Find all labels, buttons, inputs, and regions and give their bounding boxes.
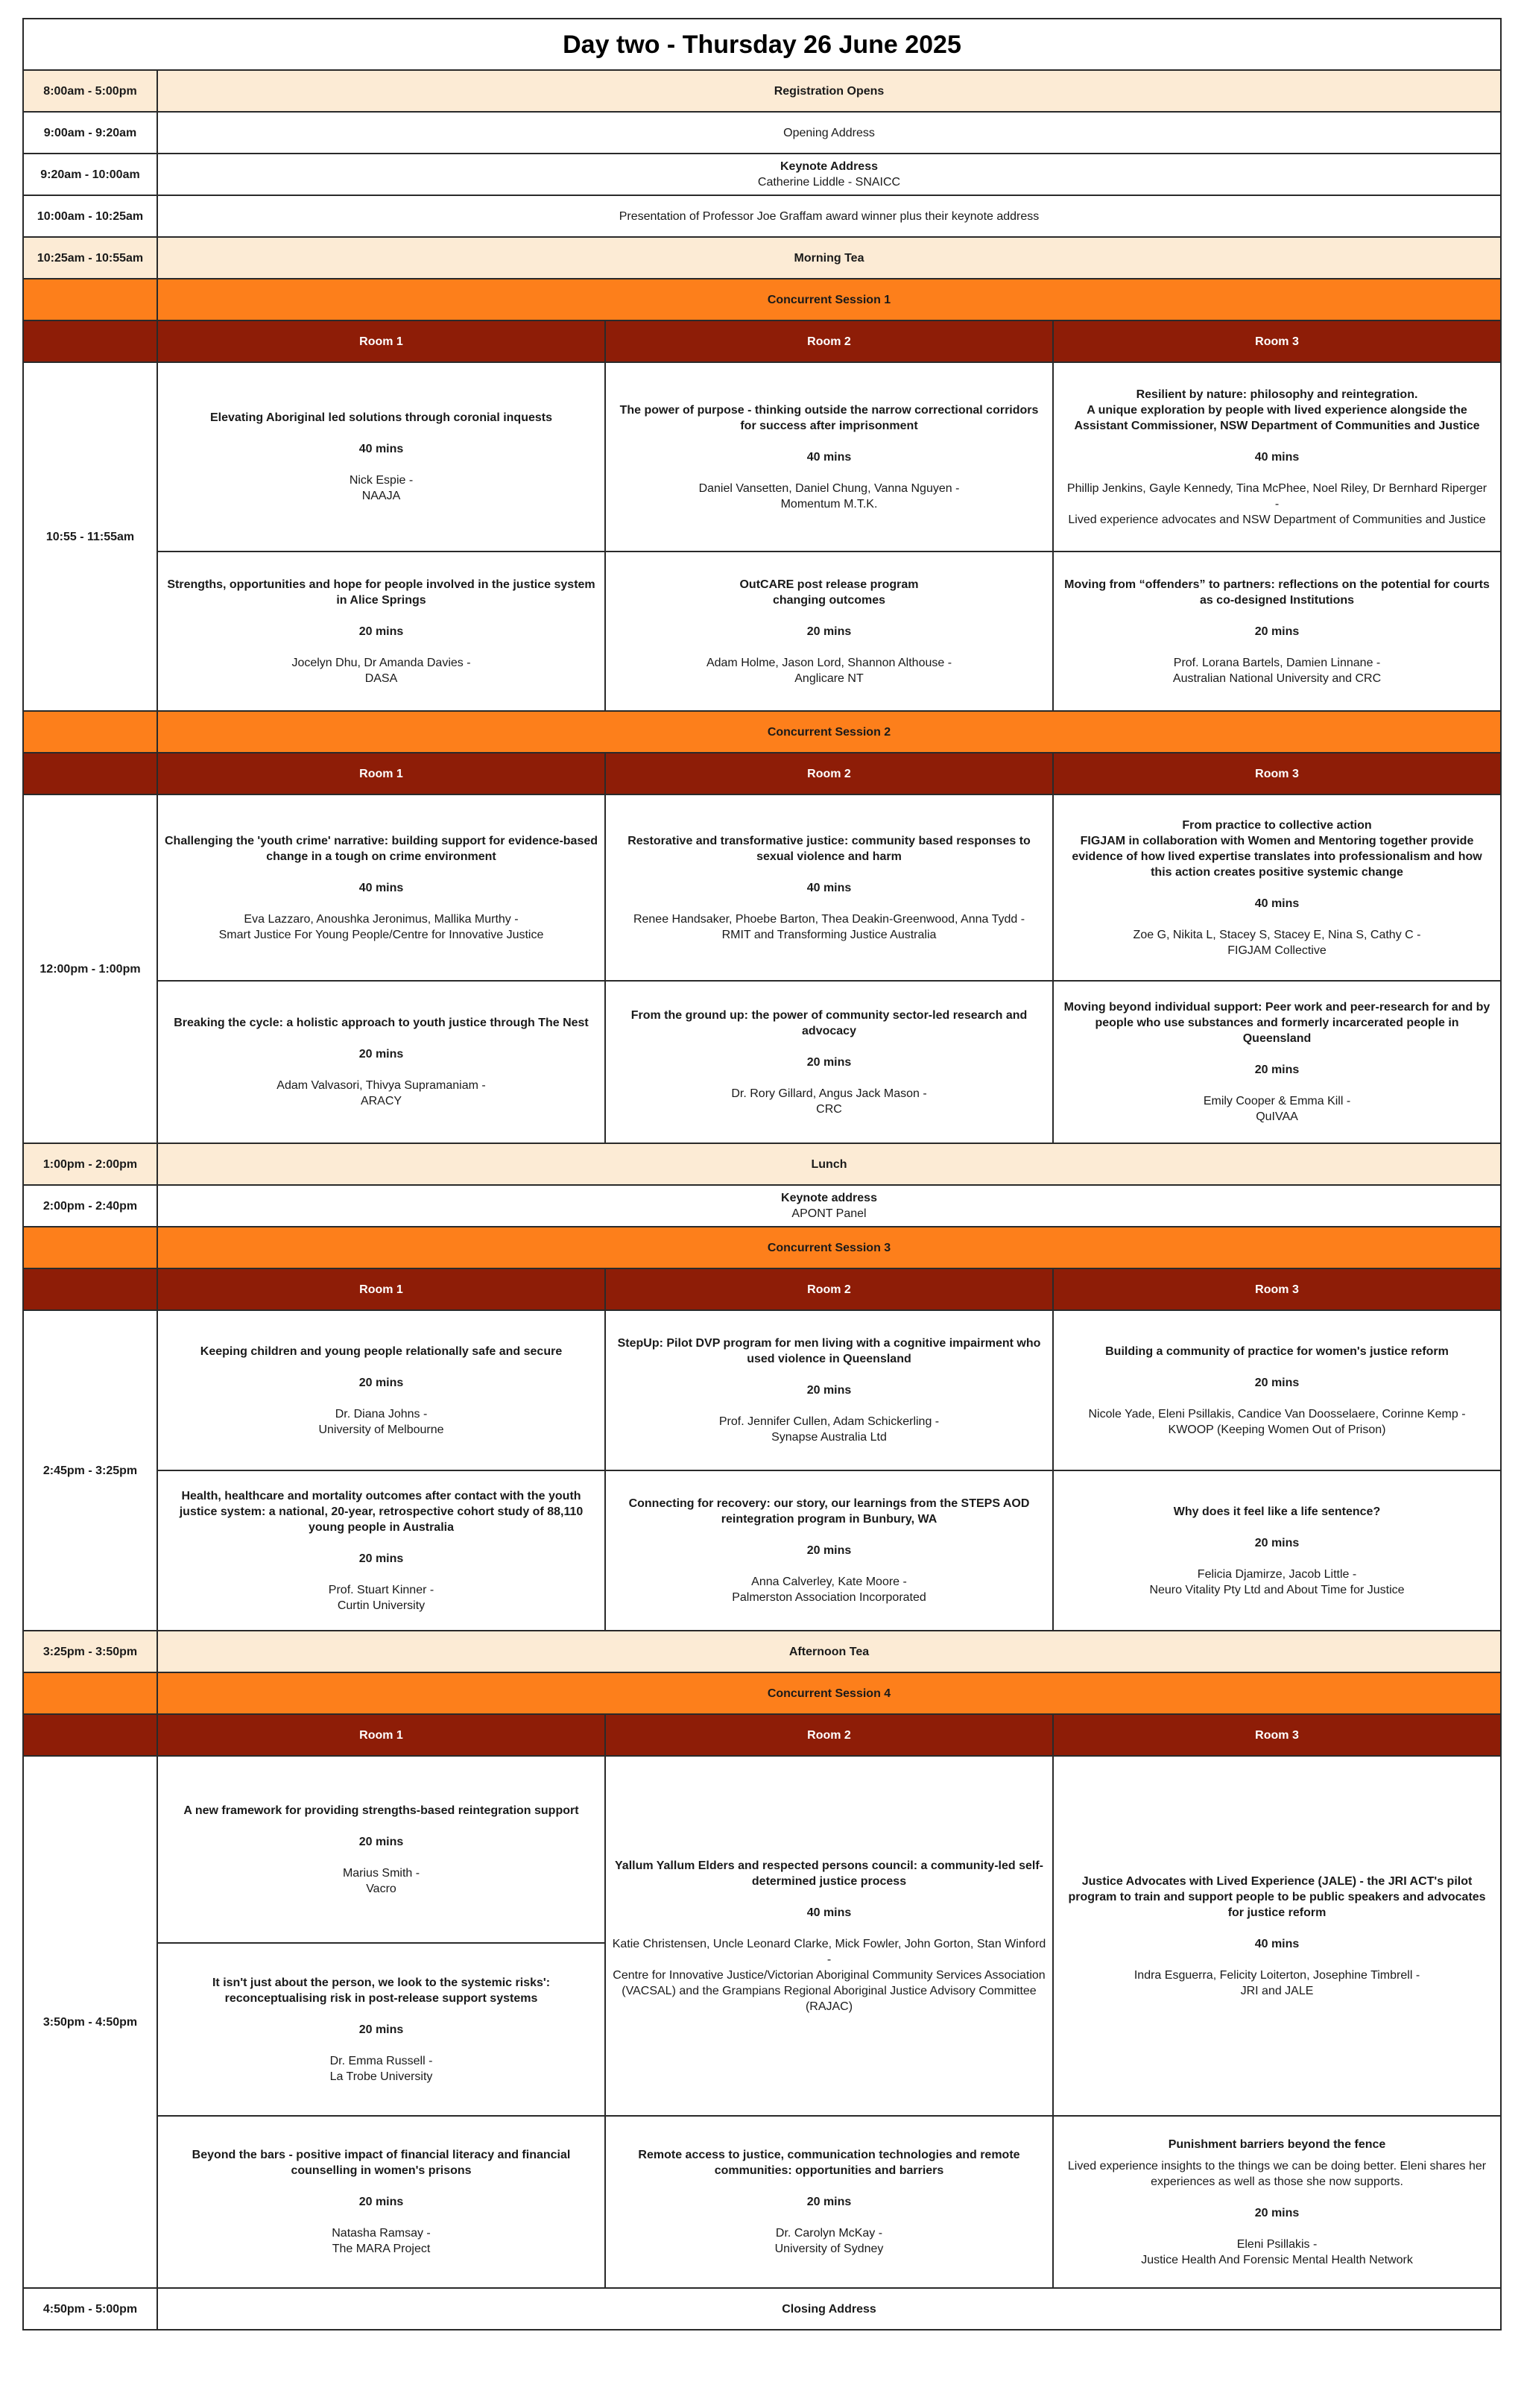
talk-cell — [1053, 552, 1501, 711]
talk-duration: 20 mins — [806, 1544, 852, 1557]
talk-title: From the ground up: the power of community sector-led research and advocacy — [630, 1008, 1028, 1037]
talk-organisation: Australian National University and CRC — [1172, 671, 1382, 685]
talk-presenters: Eleni Psillakis - — [1236, 2237, 1318, 2251]
talk-cell — [157, 794, 605, 981]
talk-organisation: Palmerston Association Incorporated — [732, 1591, 926, 1604]
talk-organisation: KWOOP (Keeping Women Out of Prison) — [1168, 1423, 1386, 1436]
session-3-label: Concurrent Session 3 — [157, 1227, 1501, 1268]
talk-cell — [157, 1756, 605, 1943]
session-row — [23, 794, 1501, 981]
session-time: 12:00pm - 1:00pm — [23, 794, 157, 1143]
talk-duration: 20 mins — [1254, 1376, 1300, 1389]
talk-duration: 20 mins — [806, 2196, 852, 2208]
title-row — [23, 19, 1501, 70]
session-header-spacer — [23, 1672, 157, 1714]
talk-organisation: ARACY — [360, 1095, 402, 1107]
room-header-spacer — [23, 320, 157, 362]
talk-organisation: Vacro — [366, 1882, 396, 1895]
afternoon-tea-label: Afternoon Tea — [157, 1631, 1501, 1672]
opening-row — [23, 112, 1501, 154]
time-cell: 10:00am - 10:25am — [23, 195, 157, 237]
talk-title: Strengths, opportunities and hope for people involved in the justice system in Alice Springs — [167, 578, 595, 607]
talk-title: The power of purpose - thinking outside the narrow correctional corridors for success after imprisonment — [619, 403, 1039, 432]
keynote-label: Keynote address — [781, 1192, 877, 1204]
room-1-label: Room 1 — [157, 1268, 605, 1310]
talk-presenters: Nicole Yade, Eleni Psillakis, Candice Van Doosselaere, Corinne Kemp - — [1088, 1407, 1466, 1421]
talk-organisation: Momentum M.T.K. — [780, 497, 878, 511]
session-row — [23, 362, 1501, 552]
time-cell: 1:00pm - 2:00pm — [23, 1143, 157, 1185]
room-header-spacer — [23, 1714, 157, 1756]
talk-cell — [605, 2116, 1053, 2288]
talk-title: Resilient by nature: philosophy and reintegration. — [1136, 388, 1418, 401]
talk-organisation: Justice Health And Forensic Mental Health Network — [1141, 2253, 1413, 2266]
talk-organisation: University of Melbourne — [318, 1423, 444, 1436]
talk-cell — [1053, 1310, 1501, 1470]
talk-title: Keeping children and young people relationally safe and secure — [200, 1344, 563, 1358]
talk-cell — [605, 362, 1053, 552]
talk-organisation: DASA — [364, 671, 398, 685]
room-2-label: Room 2 — [605, 1268, 1053, 1310]
keynote-label: Keynote Address — [780, 160, 878, 173]
room-header-spacer — [23, 1268, 157, 1310]
morning-tea-label: Morning Tea — [157, 237, 1501, 279]
session-row — [23, 552, 1501, 711]
talk-organisation: The MARA Project — [332, 2243, 431, 2255]
talk-duration: 20 mins — [358, 1376, 404, 1389]
talk-presenters: Jocelyn Dhu, Dr Amanda Davies - — [291, 656, 471, 669]
talk-duration: 40 mins — [1254, 1937, 1300, 1950]
closing-label: Closing Address — [157, 2288, 1501, 2330]
room-header-row — [23, 753, 1501, 794]
room-3-label: Room 3 — [1053, 753, 1501, 794]
session-row — [23, 981, 1501, 1143]
talk-title: Breaking the cycle: a holistic approach to youth justice through The Nest — [174, 1017, 589, 1029]
room-2-label: Room 2 — [605, 753, 1053, 794]
talk-organisation: QuIVAA — [1256, 1110, 1298, 1123]
talk-duration: 20 mins — [358, 2023, 404, 2036]
talk-cell — [605, 794, 1053, 981]
talk-duration: 20 mins — [1254, 1536, 1300, 1549]
talk-cell — [1053, 1756, 1501, 2116]
room-header-row — [23, 320, 1501, 362]
talk-title: Connecting for recovery: our story, our learnings from the STEPS AOD reintegration program in Bunbury, WA — [628, 1497, 1030, 1526]
session-header-row — [23, 711, 1501, 753]
room-2-label: Room 2 — [605, 320, 1053, 362]
registration-label: Registration Opens — [157, 70, 1501, 112]
keynote-row — [23, 154, 1501, 195]
talk-cell — [157, 362, 605, 552]
talk-presenters: Felicia Djamirze, Jacob Little - — [1197, 1567, 1357, 1581]
time-cell: 3:25pm - 3:50pm — [23, 1631, 157, 1672]
talk-presenters: Katie Christensen, Uncle Leonard Clarke, Mick Fowler, John Gorton, Stan Winford - — [612, 1937, 1046, 1966]
talk-duration: 40 mins — [358, 443, 404, 455]
session-1-label: Concurrent Session 1 — [157, 279, 1501, 320]
talk-duration: 20 mins — [358, 625, 404, 638]
talk-duration: 40 mins — [358, 881, 404, 894]
talk-duration: 40 mins — [806, 881, 852, 894]
talk-organisation: CRC — [816, 1102, 842, 1116]
talk-presenters: Adam Valvasori, Thivya Supramaniam - — [276, 1079, 486, 1092]
talk-title-continued: changing outcomes — [772, 593, 886, 607]
talk-presenters: Adam Holme, Jason Lord, Shannon Althouse - — [706, 656, 952, 669]
talk-organisation: RMIT and Transforming Justice Australia — [721, 928, 937, 941]
talk-duration: 20 mins — [358, 1048, 404, 1061]
session-row — [23, 1310, 1501, 1470]
talk-cell — [605, 1470, 1053, 1631]
session-header-row — [23, 279, 1501, 320]
talk-presenters: Dr. Diana Johns - — [335, 1407, 428, 1421]
talk-presenters: Dr. Carolyn McKay - — [775, 2227, 883, 2240]
time-cell: 9:00am - 9:20am — [23, 112, 157, 154]
talk-cell — [157, 1310, 605, 1470]
talk-title: Moving beyond individual support: Peer work and peer-research for and by people who use substances and formerly incarcerated people in Queensland — [1063, 1001, 1490, 1045]
talk-duration: 40 mins — [1254, 450, 1300, 464]
talk-title: Yallum Yallum Elders and respected persons council: a community-led self-determined justice process — [615, 1859, 1043, 1888]
talk-organisation: FIGJAM Collective — [1227, 944, 1327, 957]
talk-separator: - — [1274, 497, 1280, 511]
talk-organisation: University of Sydney — [774, 2243, 884, 2255]
talk-duration: 20 mins — [1254, 1064, 1300, 1076]
talk-presenters: Daniel Vansetten, Daniel Chung, Vanna Nguyen - — [698, 481, 960, 495]
talk-organisation: Synapse Australia Ltd — [771, 1431, 887, 1444]
talk-cell — [157, 981, 605, 1143]
award-row — [23, 195, 1501, 237]
talk-cell — [605, 552, 1053, 711]
room-1-label: Room 1 — [157, 1714, 605, 1756]
talk-cell — [157, 2116, 605, 2288]
talk-organisation: Anglicare NT — [794, 671, 864, 685]
talk-description: Lived experience insights to the things we can be doing better. Eleni shares her experiences as well as those she now supports. — [1067, 2159, 1487, 2188]
keynote-cell — [157, 154, 1501, 195]
talk-cell — [1053, 2116, 1501, 2288]
talk-organisation: Neuro Vitality Pty Ltd and About Time for Justice — [1149, 1583, 1405, 1596]
keynote-speaker: APONT Panel — [791, 1207, 867, 1220]
talk-presenters: Indra Esguerra, Felicity Loiterton, Josephine Timbrell - — [1133, 1968, 1420, 1982]
talk-presenters: Marius Smith - — [342, 1866, 420, 1880]
talk-title-continued: A unique exploration by people with lived experience alongside the Assistant Commissioner, NSW Department of Communities and Justice — [1074, 403, 1480, 432]
session-time: 10:55 - 11:55am — [23, 362, 157, 711]
talk-cell — [157, 1943, 605, 2116]
registration-row — [23, 70, 1501, 112]
session-header-spacer — [23, 1227, 157, 1268]
session-time: 2:45pm - 3:25pm — [23, 1310, 157, 1631]
talk-title: Beyond the bars - positive impact of financial literacy and financial counselling in women's prisons — [192, 2149, 571, 2177]
talk-title: StepUp: Pilot DVP program for men living with a cognitive impairment who used violence in Queensland — [617, 1337, 1041, 1365]
talk-organisation: Centre for Innovative Justice/Victorian Aboriginal Community Services Association (VACSAL) and the Grampians Regional Aboriginal Justice Advisory Committee (RAJAC) — [613, 1968, 1046, 2013]
talk-title: Remote access to justice, communication technologies and remote communities: opportunities and barriers — [638, 2149, 1020, 2177]
keynote-cell — [157, 1185, 1501, 1227]
talk-title: Restorative and transformative justice: community based responses to sexual violence and harm — [627, 834, 1031, 863]
talk-title: A new framework for providing strengths-based reintegration support — [183, 1804, 579, 1817]
talk-duration: 20 mins — [806, 1055, 852, 1069]
room-3-label: Room 3 — [1053, 320, 1501, 362]
talk-title: Justice Advocates with Lived Experience (JALE) - the JRI ACT's pilot program to train and support people to be public speakers and advocates for justice reform — [1068, 1874, 1486, 1919]
talk-duration: 20 mins — [806, 1384, 852, 1397]
lunch-row — [23, 1143, 1501, 1185]
time-cell: 8:00am - 5:00pm — [23, 70, 157, 112]
room-3-label: Room 3 — [1053, 1714, 1501, 1756]
talk-duration: 20 mins — [358, 2196, 404, 2208]
time-cell: 2:00pm - 2:40pm — [23, 1185, 157, 1227]
session-time: 3:50pm - 4:50pm — [23, 1756, 157, 2288]
talk-presenters: Eva Lazzaro, Anoushka Jeronimus, Mallika Murthy - — [244, 912, 519, 926]
room-header-row — [23, 1714, 1501, 1756]
talk-duration: 40 mins — [806, 450, 852, 464]
session-header-row — [23, 1227, 1501, 1268]
talk-title: Punishment barriers beyond the fence — [1168, 2137, 1386, 2151]
talk-title: Why does it feel like a life sentence? — [1173, 1505, 1381, 1518]
talk-presenters: Prof. Stuart Kinner - — [328, 1583, 434, 1596]
talk-duration: 20 mins — [358, 1552, 404, 1565]
talk-cell — [1053, 362, 1501, 552]
talk-cell — [605, 1310, 1053, 1470]
talk-cell — [1053, 794, 1501, 981]
talk-cell — [605, 981, 1053, 1143]
room-1-label: Room 1 — [157, 753, 605, 794]
talk-presenters: Zoe G, Nikita L, Stacey S, Stacey E, Nina S, Cathy C - — [1133, 928, 1421, 941]
talk-presenters: Anna Calverley, Kate Moore - — [751, 1576, 907, 1588]
talk-presenters: Nick Espie - — [349, 474, 414, 487]
session-row — [23, 1756, 1501, 1943]
time-cell: 10:25am - 10:55am — [23, 237, 157, 279]
morning-tea-row — [23, 237, 1501, 279]
session-header-row — [23, 1672, 1501, 1714]
talk-duration: 20 mins — [806, 625, 852, 638]
session-4-label: Concurrent Session 4 — [157, 1672, 1501, 1714]
talk-title: OutCARE post release program — [739, 578, 919, 591]
talk-presenters: Dr. Emma Russell - — [329, 2054, 433, 2067]
room-header-row — [23, 1268, 1501, 1310]
talk-organisation: Curtin University — [337, 1599, 426, 1612]
lunch-label: Lunch — [157, 1143, 1501, 1185]
talk-title: From practice to collective action — [1182, 818, 1372, 832]
talk-title: Moving from “offenders” to partners: reflections on the potential for courts as co-designed Institutions — [1064, 578, 1490, 607]
room-1-label: Room 1 — [157, 320, 605, 362]
talk-duration: 40 mins — [806, 1906, 852, 1919]
talk-organisation: JRI and JALE — [1240, 1984, 1314, 1997]
award-label: Presentation of Professor Joe Graffam award winner plus their keynote address — [157, 195, 1501, 237]
keynote-row — [23, 1185, 1501, 1227]
talk-presenters: Prof. Lorana Bartels, Damien Linnane - — [1173, 656, 1381, 669]
time-cell: 9:20am - 10:00am — [23, 154, 157, 195]
talk-presenters: Phillip Jenkins, Gayle Kennedy, Tina McPhee, Noel Riley, Dr Bernhard Riperger — [1066, 481, 1487, 495]
talk-cell — [1053, 1470, 1501, 1631]
talk-cell — [157, 552, 605, 711]
talk-cell — [1053, 981, 1501, 1143]
day-two-schedule-table — [22, 18, 1502, 2330]
room-3-label: Room 3 — [1053, 1268, 1501, 1310]
session-header-spacer — [23, 711, 157, 753]
talk-title-continued: FIGJAM in collaboration with Women and Mentoring together provide evidence of how lived expertise translates into professionalism and how this action creates positive systemic change — [1072, 834, 1482, 879]
talk-duration: 20 mins — [1254, 625, 1300, 638]
talk-title: Health, healthcare and mortality outcomes after contact with the youth justice system: a national, 20-year, retrospective cohort study of 88,110 young people in Australia — [179, 1489, 584, 1534]
talk-duration: 20 mins — [1254, 2206, 1300, 2219]
talk-organisation: Lived experience advocates and NSW Department of Communities and Justice — [1068, 513, 1486, 526]
talk-title: Elevating Aboriginal led solutions through coronial inquests — [210, 411, 552, 424]
opening-label: Opening Address — [157, 112, 1501, 154]
talk-presenters: Natasha Ramsay - — [332, 2227, 431, 2240]
talk-organisation: NAAJA — [361, 490, 401, 502]
room-header-spacer — [23, 753, 157, 794]
room-2-label: Room 2 — [605, 1714, 1053, 1756]
talk-cell — [157, 1470, 605, 1631]
session-row — [23, 1470, 1501, 1631]
page-title: Day two - Thursday 26 June 2025 — [23, 19, 1501, 70]
talk-duration: 40 mins — [1254, 897, 1300, 910]
talk-presenters: Emily Cooper & Emma Kill - — [1203, 1095, 1351, 1107]
afternoon-tea-row — [23, 1631, 1501, 1672]
time-cell: 4:50pm - 5:00pm — [23, 2288, 157, 2330]
talk-title: It isn't just about the person, we look to the systemic risks': reconceptualising risk in post-release support systems — [212, 1976, 551, 2005]
session-header-spacer — [23, 279, 157, 320]
session-2-label: Concurrent Session 2 — [157, 711, 1501, 753]
talk-organisation: Smart Justice For Young People/Centre for Innovative Justice — [218, 928, 544, 941]
talk-cell — [605, 1756, 1053, 2116]
talk-presenters: Prof. Jennifer Cullen, Adam Schickerling - — [718, 1415, 940, 1428]
talk-presenters: Renee Handsaker, Phoebe Barton, Thea Deakin-Greenwood, Anna Tydd - — [633, 912, 1025, 926]
talk-presenters: Dr. Rory Gillard, Angus Jack Mason - — [731, 1087, 927, 1100]
talk-title: Challenging the 'youth crime' narrative: building support for evidence-based change in a tough on crime environment — [164, 834, 598, 863]
keynote-speaker: Catherine Liddle - SNAICC — [757, 176, 901, 189]
talk-duration: 20 mins — [358, 1835, 404, 1848]
session-row — [23, 2116, 1501, 2288]
closing-row — [23, 2288, 1501, 2330]
talk-title: Building a community of practice for women's justice reform — [1105, 1344, 1449, 1358]
talk-organisation: La Trobe University — [329, 2070, 433, 2083]
